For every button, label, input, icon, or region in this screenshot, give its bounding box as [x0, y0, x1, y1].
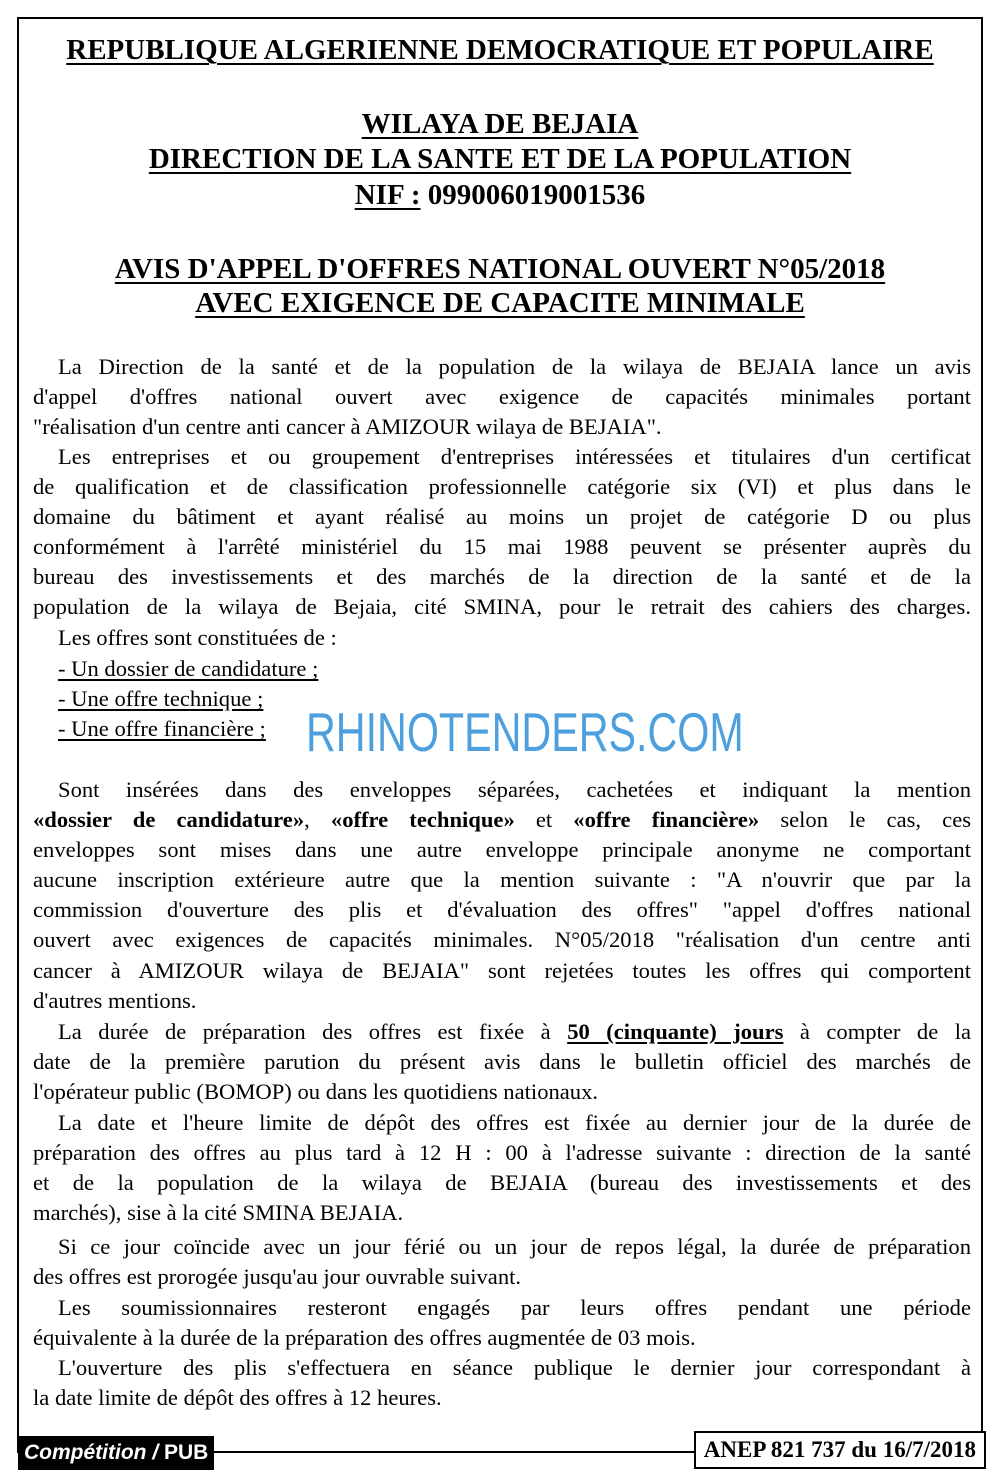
nif-line [0, 178, 1000, 212]
text-fragment: selon le cas, ces [759, 807, 972, 833]
nif-value: 099006019001536 [420, 179, 646, 211]
text-line: Si ce jour coïncide avec un jour férié ou un jour de repos légal, la durée de préparation [58, 1234, 971, 1259]
list-item: - Une offre financière ; [58, 716, 266, 742]
text-line: la date limite de dépôt des offres à 12 heures. [33, 1385, 442, 1411]
text-line [33, 1017, 971, 1047]
avis-title-line1: AVIS D'APPEL D'OFFRES NATIONAL OUVERT N°05/2018 [114, 253, 886, 285]
competition-pub-badge [18, 1436, 214, 1470]
text-fragment: à compter de la [783, 1019, 972, 1044]
text-line: aucune inscription extérieure autre que la mention suivante : "A n'ouvrir que par la [33, 867, 971, 893]
avis-title-line2: AVEC EXIGENCE DE CAPACITE MINIMALE [195, 287, 805, 319]
text-line: équivalente à la durée de la préparation des offres augmentée de 03 mois. [33, 1325, 696, 1351]
list-item: - Une offre technique ; [58, 686, 264, 712]
watermark: RHINOTENDERS.COM [306, 701, 744, 763]
text-line: l'opérateur public (BOMOP) ou dans les quotidiens nationaux. [33, 1079, 599, 1105]
text-line: bureau des investissements et des marchés de la direction de la santé et de la [33, 564, 971, 590]
text-line: Sont insérées dans des enveloppes séparées, cachetées et indiquant la mention [58, 777, 971, 802]
text-line: d'autres mentions. [33, 987, 197, 1013]
text-line: préparation des offres au plus tard à 12 H : 00 à l'adresse suivante : direction de la santé [33, 1140, 971, 1166]
offers-list [58, 654, 318, 744]
paragraph-opening [33, 1353, 971, 1413]
wilaya-heading: WILAYA DE BEJAIA [361, 108, 639, 140]
direction-heading: DIRECTION DE LA SANTE ET DE LA POPULATION [148, 143, 852, 175]
list-item: - Un dossier de candidature ; [58, 656, 319, 681]
pub-label: PUB [164, 1441, 209, 1464]
text-line: Les soumissionnaires resteront engagés par leurs offres pendant une période [58, 1295, 971, 1320]
text-fragment: , [304, 807, 331, 833]
text-line: Les entreprises et ou groupement d'entreprises intéressées et titulaires d'un certificat [58, 444, 971, 469]
text-line: commission d'ouverture des plis et d'évaluation des offres" "appel d'offres national [33, 897, 971, 923]
text-line: domaine du bâtiment et ayant réalisé au moins un projet de catégorie D ou plus [33, 504, 971, 530]
offers-intro [33, 623, 971, 653]
paragraph-duration [33, 1017, 971, 1107]
text-line: d'appel d'offres national ouvert avec exigence de capacités minimales portant [33, 384, 971, 410]
text-line: conformément à l'arrêté ministériel du 15 mai 1988 peuvent se présenter auprès du [33, 534, 971, 560]
text-line: des offres est prorogée jusqu'au jour ouvrable suivant. [33, 1264, 522, 1290]
bold-mention: «offre technique» [330, 807, 515, 833]
duration-highlight: 50 (cinquante) jours [567, 1019, 784, 1044]
text-line: Les offres sont constituées de : [58, 625, 337, 650]
competition-label: Compétition / [24, 1441, 164, 1464]
paragraph-intro [33, 352, 971, 442]
text-line: "réalisation d'un centre anti cancer à AMIZOUR wilaya de BEJAIA". [33, 414, 662, 440]
text-line: La date et l'heure limite de dépôt des offres est fixée au dernier jour de la durée de [58, 1110, 971, 1135]
text-line: L'ouverture des plis s'effectuera en séance publique le dernier jour correspondant à [58, 1355, 971, 1380]
text-line: La Direction de la santé et de la population de la wilaya de BEJAIA lance un avis [58, 354, 971, 379]
text-line: date de la première parution du présent avis dans le bulletin officiel des marchés de [33, 1049, 971, 1075]
text-fragment: La durée de préparation des offres est fixée à [58, 1019, 568, 1044]
paragraph-validity [33, 1293, 971, 1353]
paragraph-eligibility [33, 442, 971, 623]
paragraph-deadline [33, 1108, 971, 1228]
text-line: enveloppes sont mises dans une autre enveloppe principale anonyme ne comportant [33, 837, 971, 863]
text-line: ouvert avec exigences de capacités minimales. N°05/2018 "réalisation d'un centre anti [33, 927, 971, 953]
paragraph-holiday [33, 1232, 971, 1292]
bold-mention: «offre financière» [573, 807, 760, 833]
text-line: marchés), sise à la cité SMINA BEJAIA. [33, 1200, 404, 1226]
text-line [33, 805, 971, 835]
bold-mention: «dossier de candidature» [33, 807, 305, 833]
paragraph-envelopes [33, 775, 971, 1016]
text-line: cancer à AMIZOUR wilaya de BEJAIA" sont rejetées toutes les offres qui comportent [33, 957, 971, 983]
text-line: population de la wilaya de Bejaia, cité SMINA, pour le retrait des cahiers des charges. [33, 594, 971, 620]
text-line: et de la population de la wilaya de BEJAIA (bureau des investissements et des [33, 1170, 971, 1196]
anep-reference: ANEP 821 737 du 16/7/2018 [694, 1431, 986, 1469]
republic-heading: REPUBLIQUE ALGERIENNE DEMOCRATIQUE ET POPULAIRE [66, 34, 934, 66]
text-line: de qualification et de classification professionnelle catégorie six (VI) et plus dans le [33, 474, 971, 500]
nif-label: NIF : [354, 179, 421, 211]
text-fragment: et [514, 807, 574, 833]
